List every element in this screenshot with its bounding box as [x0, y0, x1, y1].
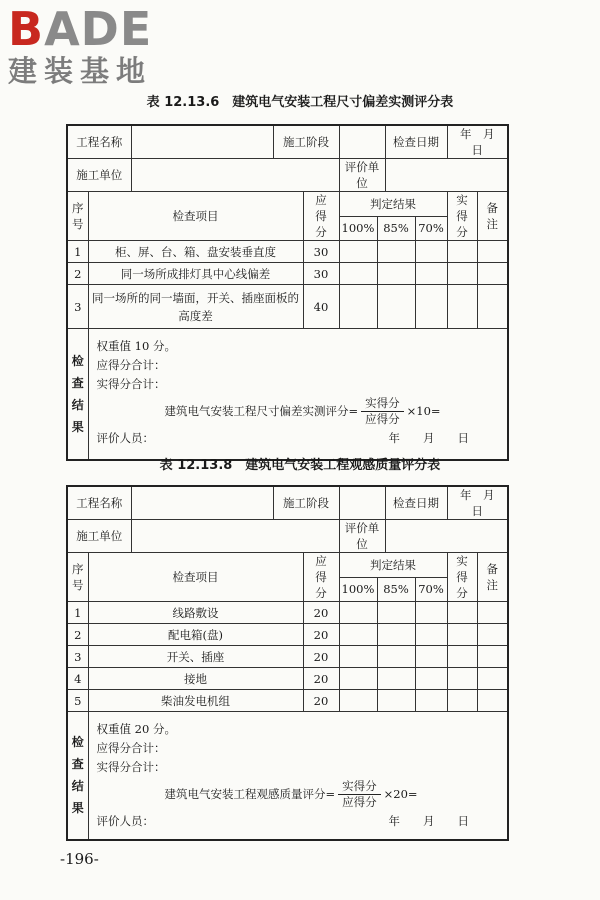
formula-suffix: ×10=: [406, 404, 441, 418]
cell-70[interactable]: [415, 285, 447, 329]
row-item: 同一场所成排灯具中心线偏差: [88, 263, 303, 285]
cell-70[interactable]: [415, 602, 447, 624]
table2-caption: 表 12.13.8 建筑电气安装工程观感质量评分表: [159, 458, 441, 473]
footer-label: 检 查 结 果: [71, 735, 84, 816]
cell-85[interactable]: [377, 285, 415, 329]
formula-fraction: [338, 779, 381, 810]
cell-70[interactable]: [415, 263, 447, 285]
row-item: 开关、插座: [88, 646, 303, 668]
value-stage[interactable]: [339, 486, 385, 520]
row-item: 同一场所的同一墙面，开关、插座面板的高度差: [88, 285, 303, 329]
row-no: 2: [67, 263, 88, 285]
signature-row: [97, 429, 500, 448]
label-construction-unit: 施工单位: [67, 520, 131, 553]
table-row: [67, 646, 508, 668]
table-row: [67, 690, 508, 712]
header-item: 检查项目: [88, 553, 303, 602]
row-score: 20: [303, 624, 339, 646]
row-no: 3: [67, 646, 88, 668]
cell-85[interactable]: [377, 668, 415, 690]
cell-actual[interactable]: [447, 602, 477, 624]
cell-remark[interactable]: [477, 241, 508, 263]
bade-logo: [8, 2, 153, 88]
table2: [66, 485, 509, 841]
header-seq: 序 号: [67, 192, 88, 241]
cell-85[interactable]: [377, 624, 415, 646]
header-70: 70%: [415, 216, 447, 241]
row-item: 柜、屏、台、箱、盘安装垂直度: [88, 241, 303, 263]
fraction-numerator: 实得分: [338, 779, 381, 795]
row-item: 线路敷设: [88, 602, 303, 624]
actual-total: 实得分合计：: [96, 377, 166, 391]
cell-100[interactable]: [339, 668, 377, 690]
label-stage: 施工阶段: [273, 486, 339, 520]
cell-70[interactable]: [415, 241, 447, 263]
table1: [66, 124, 509, 461]
formula-fraction: [361, 396, 404, 427]
signature-row: [97, 812, 500, 831]
table-row: [67, 624, 508, 646]
cell-actual[interactable]: [447, 668, 477, 690]
actual-total: 实得分合计：: [96, 760, 166, 774]
row-no: 3: [67, 285, 88, 329]
header-actual: 实 得 分: [447, 192, 477, 241]
cell-85[interactable]: [377, 646, 415, 668]
fraction-denominator: 应得分: [365, 412, 400, 426]
cell-70[interactable]: [415, 624, 447, 646]
cell-remark[interactable]: [477, 690, 508, 712]
value-construction-unit[interactable]: [131, 520, 339, 553]
cell-70[interactable]: [415, 668, 447, 690]
header-remark: 备 注: [477, 192, 508, 241]
row-score: 20: [303, 646, 339, 668]
header-100: 100%: [339, 577, 377, 602]
cell-100[interactable]: [339, 690, 377, 712]
weight-text: 权重值 20 分。: [96, 722, 176, 736]
formula-prefix: 建筑电气安装工程尺寸偏差实测评分=: [164, 404, 359, 418]
value-project-name[interactable]: [131, 125, 273, 159]
footer-notes: [88, 329, 508, 460]
row-no: 1: [67, 241, 88, 263]
value-project-name[interactable]: [131, 486, 273, 520]
label-eval-unit: 评价单位: [339, 159, 385, 192]
header-seq: 序 号: [67, 553, 88, 602]
logo-wordmark: [8, 2, 153, 56]
header-judge: 判定结果: [339, 192, 447, 217]
should-total: 应得分合计：: [96, 741, 166, 755]
footer-label-cell: [67, 329, 88, 460]
score-formula: [97, 396, 500, 427]
value-stage[interactable]: [339, 125, 385, 159]
row-no: 4: [67, 668, 88, 690]
formula-suffix: ×20=: [383, 787, 418, 801]
label-construction-unit: 施工单位: [67, 159, 131, 192]
row-score: 40: [303, 285, 339, 329]
cell-70[interactable]: [415, 690, 447, 712]
cell-100[interactable]: [339, 285, 377, 329]
cell-85[interactable]: [377, 241, 415, 263]
row-item: 接地: [88, 668, 303, 690]
header-85: 85%: [377, 216, 415, 241]
label-check-date: 检查日期: [385, 486, 447, 520]
fraction-denominator: 应得分: [342, 795, 377, 809]
sign-date: 年 月 日: [388, 814, 469, 828]
header-remark: 备 注: [477, 553, 508, 602]
row-score: 20: [303, 668, 339, 690]
value-check-date[interactable]: 年 月 日: [447, 125, 508, 159]
row-score: 30: [303, 263, 339, 285]
cell-actual[interactable]: [447, 285, 477, 329]
sign-date: 年 月 日: [388, 431, 469, 445]
cell-remark[interactable]: [477, 263, 508, 285]
label-stage: 施工阶段: [273, 125, 339, 159]
cell-100[interactable]: [339, 241, 377, 263]
header-85: 85%: [377, 577, 415, 602]
cell-actual[interactable]: [447, 646, 477, 668]
cell-actual[interactable]: [447, 624, 477, 646]
label-project-name: 工程名称: [67, 486, 131, 520]
row-item: 柴油发电机组: [88, 690, 303, 712]
cell-actual[interactable]: [447, 690, 477, 712]
evaluator-label: 评价人员：: [96, 431, 154, 445]
should-total: 应得分合计：: [96, 358, 166, 372]
evaluator-label: 评价人员：: [96, 814, 154, 828]
cell-85[interactable]: [377, 263, 415, 285]
value-eval-unit[interactable]: [385, 520, 508, 553]
header-should-score: 应 得 分: [303, 192, 339, 241]
footer-label: 检 查 结 果: [71, 353, 84, 434]
fraction-numerator: 实得分: [361, 396, 404, 412]
cell-85[interactable]: [377, 602, 415, 624]
cell-100[interactable]: [339, 263, 377, 285]
formula-prefix: 建筑电气安装工程观感质量评分=: [164, 787, 336, 801]
page-number: -196-: [60, 850, 99, 868]
table-row: [67, 263, 508, 285]
label-check-date: 检查日期: [385, 125, 447, 159]
header-judge: 判定结果: [339, 553, 447, 578]
cell-100[interactable]: [339, 646, 377, 668]
cell-100[interactable]: [339, 624, 377, 646]
table-row: [67, 285, 508, 329]
row-no: 5: [67, 690, 88, 712]
header-item: 检查项目: [88, 192, 303, 241]
header-actual: 实 得 分: [447, 553, 477, 602]
header-100: 100%: [339, 216, 377, 241]
table1-caption: 表 12.13.6 建筑电气安装工程尺寸偏差实测评分表: [146, 95, 454, 110]
cell-remark[interactable]: [477, 646, 508, 668]
score-formula: [97, 779, 500, 810]
row-no: 2: [67, 624, 88, 646]
table-row: [67, 602, 508, 624]
header-should-score: 应 得 分: [303, 553, 339, 602]
footer-label-cell: [67, 712, 88, 840]
row-no: 1: [67, 602, 88, 624]
row-score: 30: [303, 241, 339, 263]
cell-remark[interactable]: [477, 602, 508, 624]
cell-100[interactable]: [339, 602, 377, 624]
cell-remark[interactable]: [477, 285, 508, 329]
cell-70[interactable]: [415, 646, 447, 668]
value-construction-unit[interactable]: [131, 159, 339, 192]
table-row: [67, 668, 508, 690]
label-project-name: 工程名称: [67, 125, 131, 159]
cell-85[interactable]: [377, 690, 415, 712]
footer-notes: [88, 712, 508, 840]
weight-text: 权重值 10 分。: [96, 339, 176, 353]
row-score: 20: [303, 602, 339, 624]
label-eval-unit: 评价单位: [339, 520, 385, 553]
header-70: 70%: [415, 577, 447, 602]
cell-remark[interactable]: [477, 624, 508, 646]
cell-remark[interactable]: [477, 668, 508, 690]
cell-actual[interactable]: [447, 241, 477, 263]
logo-chinese: 建装基地: [8, 54, 153, 88]
value-eval-unit[interactable]: [385, 159, 508, 192]
table-row: [67, 241, 508, 263]
logo-wordmark-rest: ADE: [44, 2, 153, 56]
row-item: 配电箱(盘): [88, 624, 303, 646]
value-check-date[interactable]: 年 月 日: [447, 486, 508, 520]
cell-actual[interactable]: [447, 263, 477, 285]
logo-wordmark-accent: B: [8, 2, 45, 56]
row-score: 20: [303, 690, 339, 712]
